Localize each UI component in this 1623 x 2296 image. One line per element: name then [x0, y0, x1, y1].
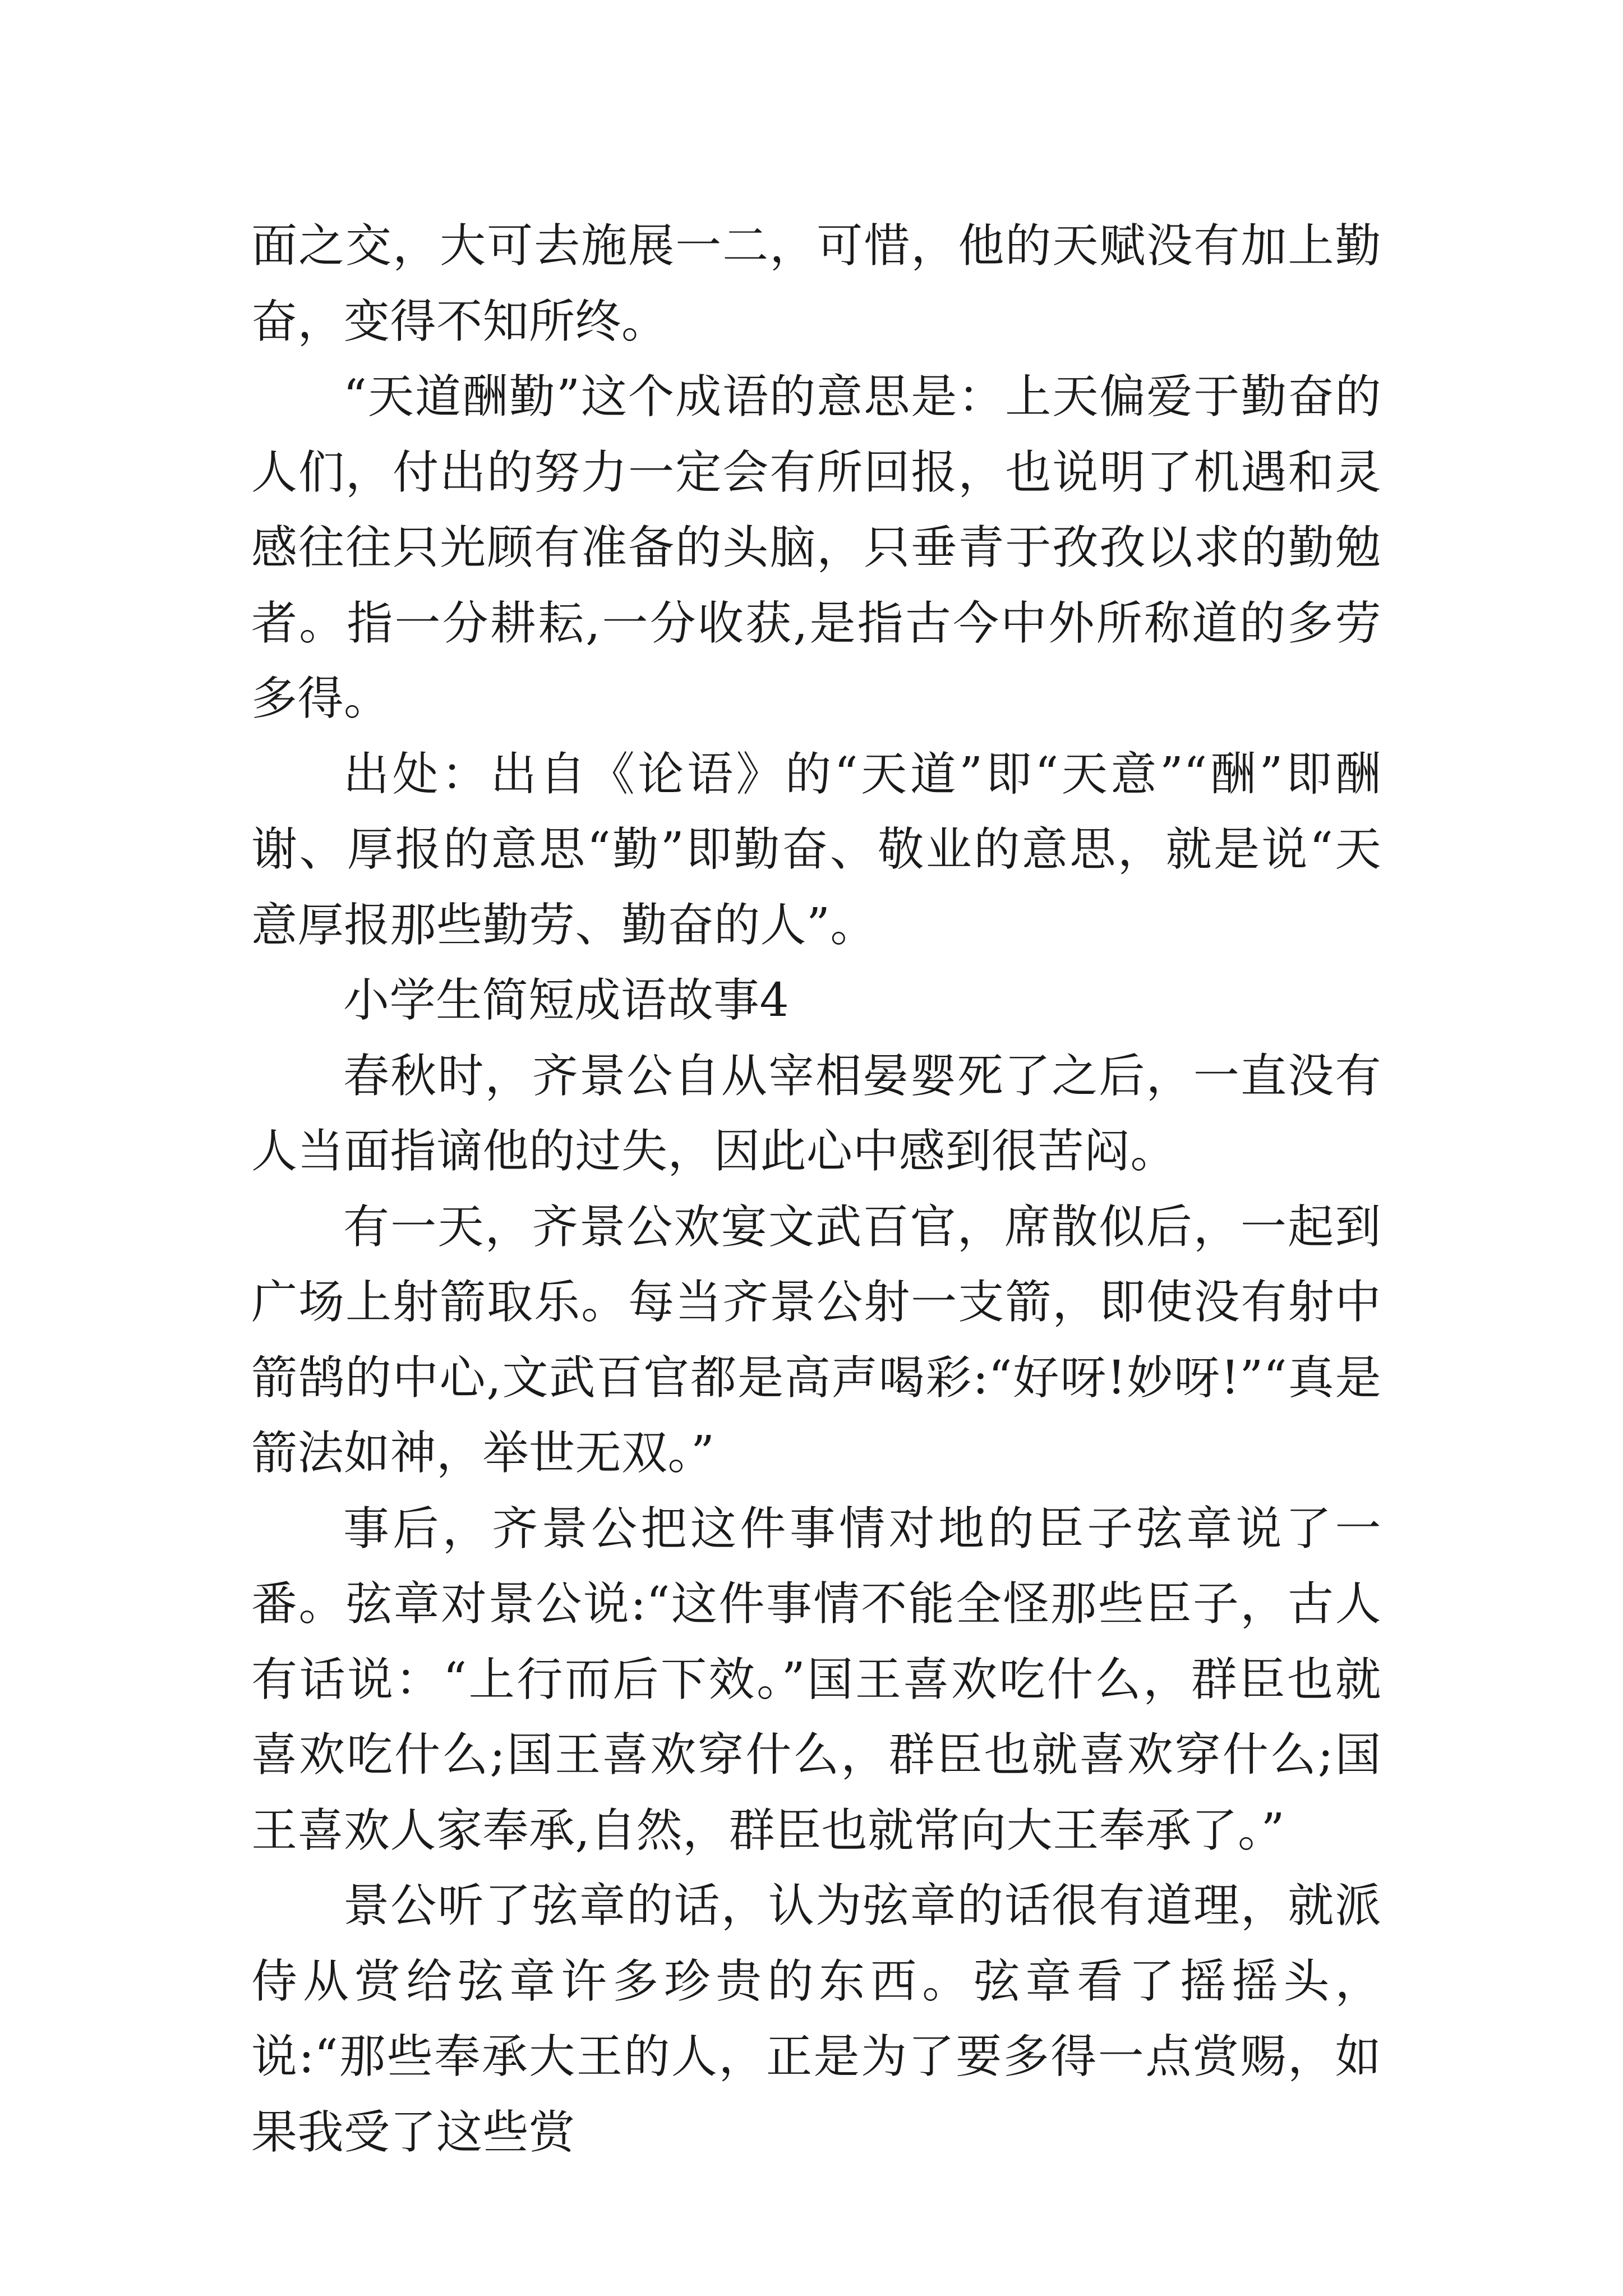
- section-heading: 小学生简短成语故事4: [343, 974, 790, 1027]
- paragraph-idiom-meaning: “天道酬勤”这个成语的意思是：上天偏爱于勤奋的人们，付出的努力一定会有所回报，也说明了机遇和灵感往往只光顾有准备的头脑，只垂青于孜孜以求的勤勉者。指一分耕耘,一分收获,是指古今中外所称道的多劳多得。: [251, 370, 1381, 725]
- paragraph-story-intro: 春秋时，齐景公自从宰相晏婴死了之后，一直没有人当面指谪他的过失，因此心中感到很苦闷。: [251, 1049, 1381, 1178]
- document-page: [251, 209, 1381, 2170]
- paragraph-continuation: 面之交，大可去施展一二，可惜，他的天赋没有加上勤奋，变得不知所终。: [251, 219, 1381, 348]
- paragraph-xianzhang-advice: 事后，齐景公把这件事情对地的臣子弦章说了一番。弦章对景公说:“这件事情不能全怪那些臣子，古人有话说：“上行而后下效。”国王喜欢吃什么，群臣也就喜欢吃什么;国王喜欢穿什么，群臣也就喜欢穿什么;国王喜欢人家奉承,自然，群臣也就常向大王奉承了。”: [251, 1502, 1381, 1857]
- paragraph-reward: 景公听了弦章的话，认为弦章的话很有道理，就派侍从赏给弦章许多珍贵的东西。弦章看了摇摇头，说:“那些奉承大王的人，正是为了要多得一点赏赐，如果我受了这些赏: [251, 1879, 1381, 2159]
- paragraph-archery: 有一天，齐景公欢宴文武百官，席散似后，一起到广场上射箭取乐。每当齐景公射一支箭，即使没有射中箭鹄的中心,文武百官都是高声喝彩:“好呀!妙呀!”“真是箭法如神，举世无双。”: [251, 1200, 1381, 1480]
- paragraph-idiom-source: 出处：出自《论语》的“天道”即“天意”“酬”即酬谢、厚报的意思“勤”即勤奋、敬业的意思，就是说“天意厚报那些勤劳、勤奋的人”。: [251, 747, 1381, 952]
